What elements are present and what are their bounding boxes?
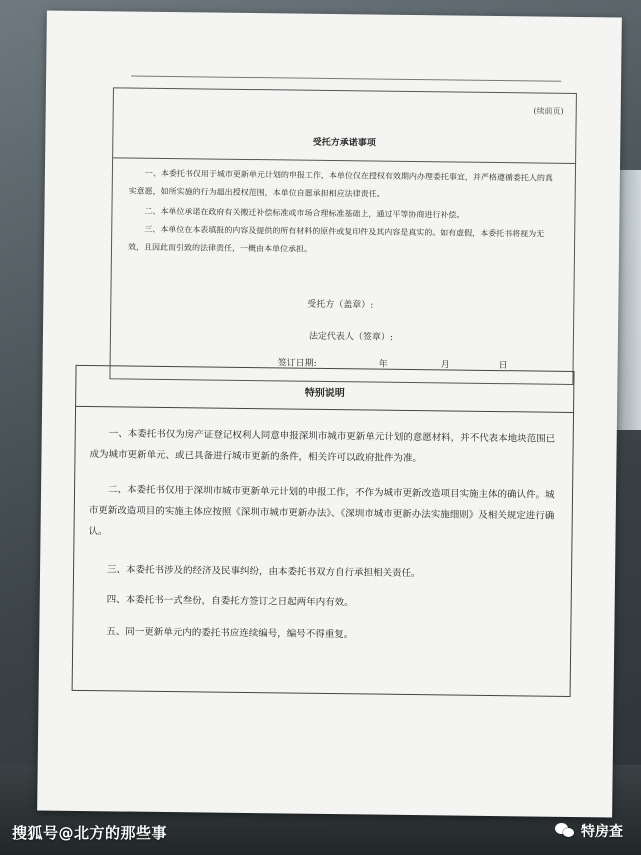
commitment-item-1: 一、本委托书仅用于城市更新单元计划的申报工作，本单位仅在授权有效期内办理委托事宜，并严格遵循委托人的真实意愿，如所实施的行为超出授权范围，本单位自愿承担相应法律责任。	[128, 168, 553, 199]
special-note-item-3: 三、本委托书涉及的经济及民事纠纷，由本委托书双方自行承担相关责任。	[107, 564, 421, 580]
trustee-seal-label: 受托方（盖章）:	[307, 299, 374, 311]
signing-date-label: 签订日期:	[277, 358, 317, 369]
commitment-item-3: 三、本单位在本表填报的内容及提供的所有材料的原件或复印件及其内容是真实的。如有虚假，本委托书将视为无效，且因此而引致的法律责任，一概由本单位承担。	[127, 224, 545, 254]
special-note-item-1: 一、本委托书仅为房产证登记权利人同意申报深圳市城市更新单元计划的意愿材料，并不代表本地块范围已成为城市更新单元、或已具备进行城市更新的条件，相关许可以政府批件为准。	[89, 428, 556, 465]
special-notes-title: 特别说明	[304, 387, 345, 400]
wechat-account-name: 特房查	[581, 824, 623, 840]
special-notes-divider	[76, 406, 573, 413]
special-notes-section	[72, 365, 575, 697]
top-rule-line	[131, 76, 561, 82]
continued-note: (续前页)	[533, 106, 564, 116]
document-page	[37, 11, 622, 818]
date-day-label: 日	[498, 361, 508, 372]
legal-rep-label: 法定代表人（签章）:	[308, 331, 394, 343]
sohu-watermark: 搜狐号@北方的那些事	[12, 824, 168, 842]
special-note-item-5: 五、同一更新单元内的委托书应连续编号，编号不得重复。	[106, 626, 354, 641]
date-month-label: 月	[440, 360, 450, 371]
commitments-title: 受托方承诺事项	[312, 137, 376, 149]
special-note-item-4: 四、本委托书一式叁份，自委托方签订之日起两年内有效。	[106, 594, 354, 609]
commitments-divider	[113, 157, 575, 164]
wechat-watermark	[555, 821, 623, 841]
commitments-section	[109, 87, 577, 385]
date-year-label: 年	[378, 359, 388, 370]
special-note-item-2: 二、本委托书仅用于深圳市城市更新单元计划的申报工作，不作为城市更新改造项目实施主体的确认件。城市更新改造项目的实施主体应按照《深圳市城市更新办法》、《深圳市城市更新办法实施细则》及相关规定进行确认。	[88, 484, 555, 538]
wechat-icon	[555, 823, 575, 839]
commitment-item-2: 二、本单位承诺在政府有关搬迁补偿标准或市场合理标准基础上，通过平等协商进行补偿。	[144, 206, 465, 220]
